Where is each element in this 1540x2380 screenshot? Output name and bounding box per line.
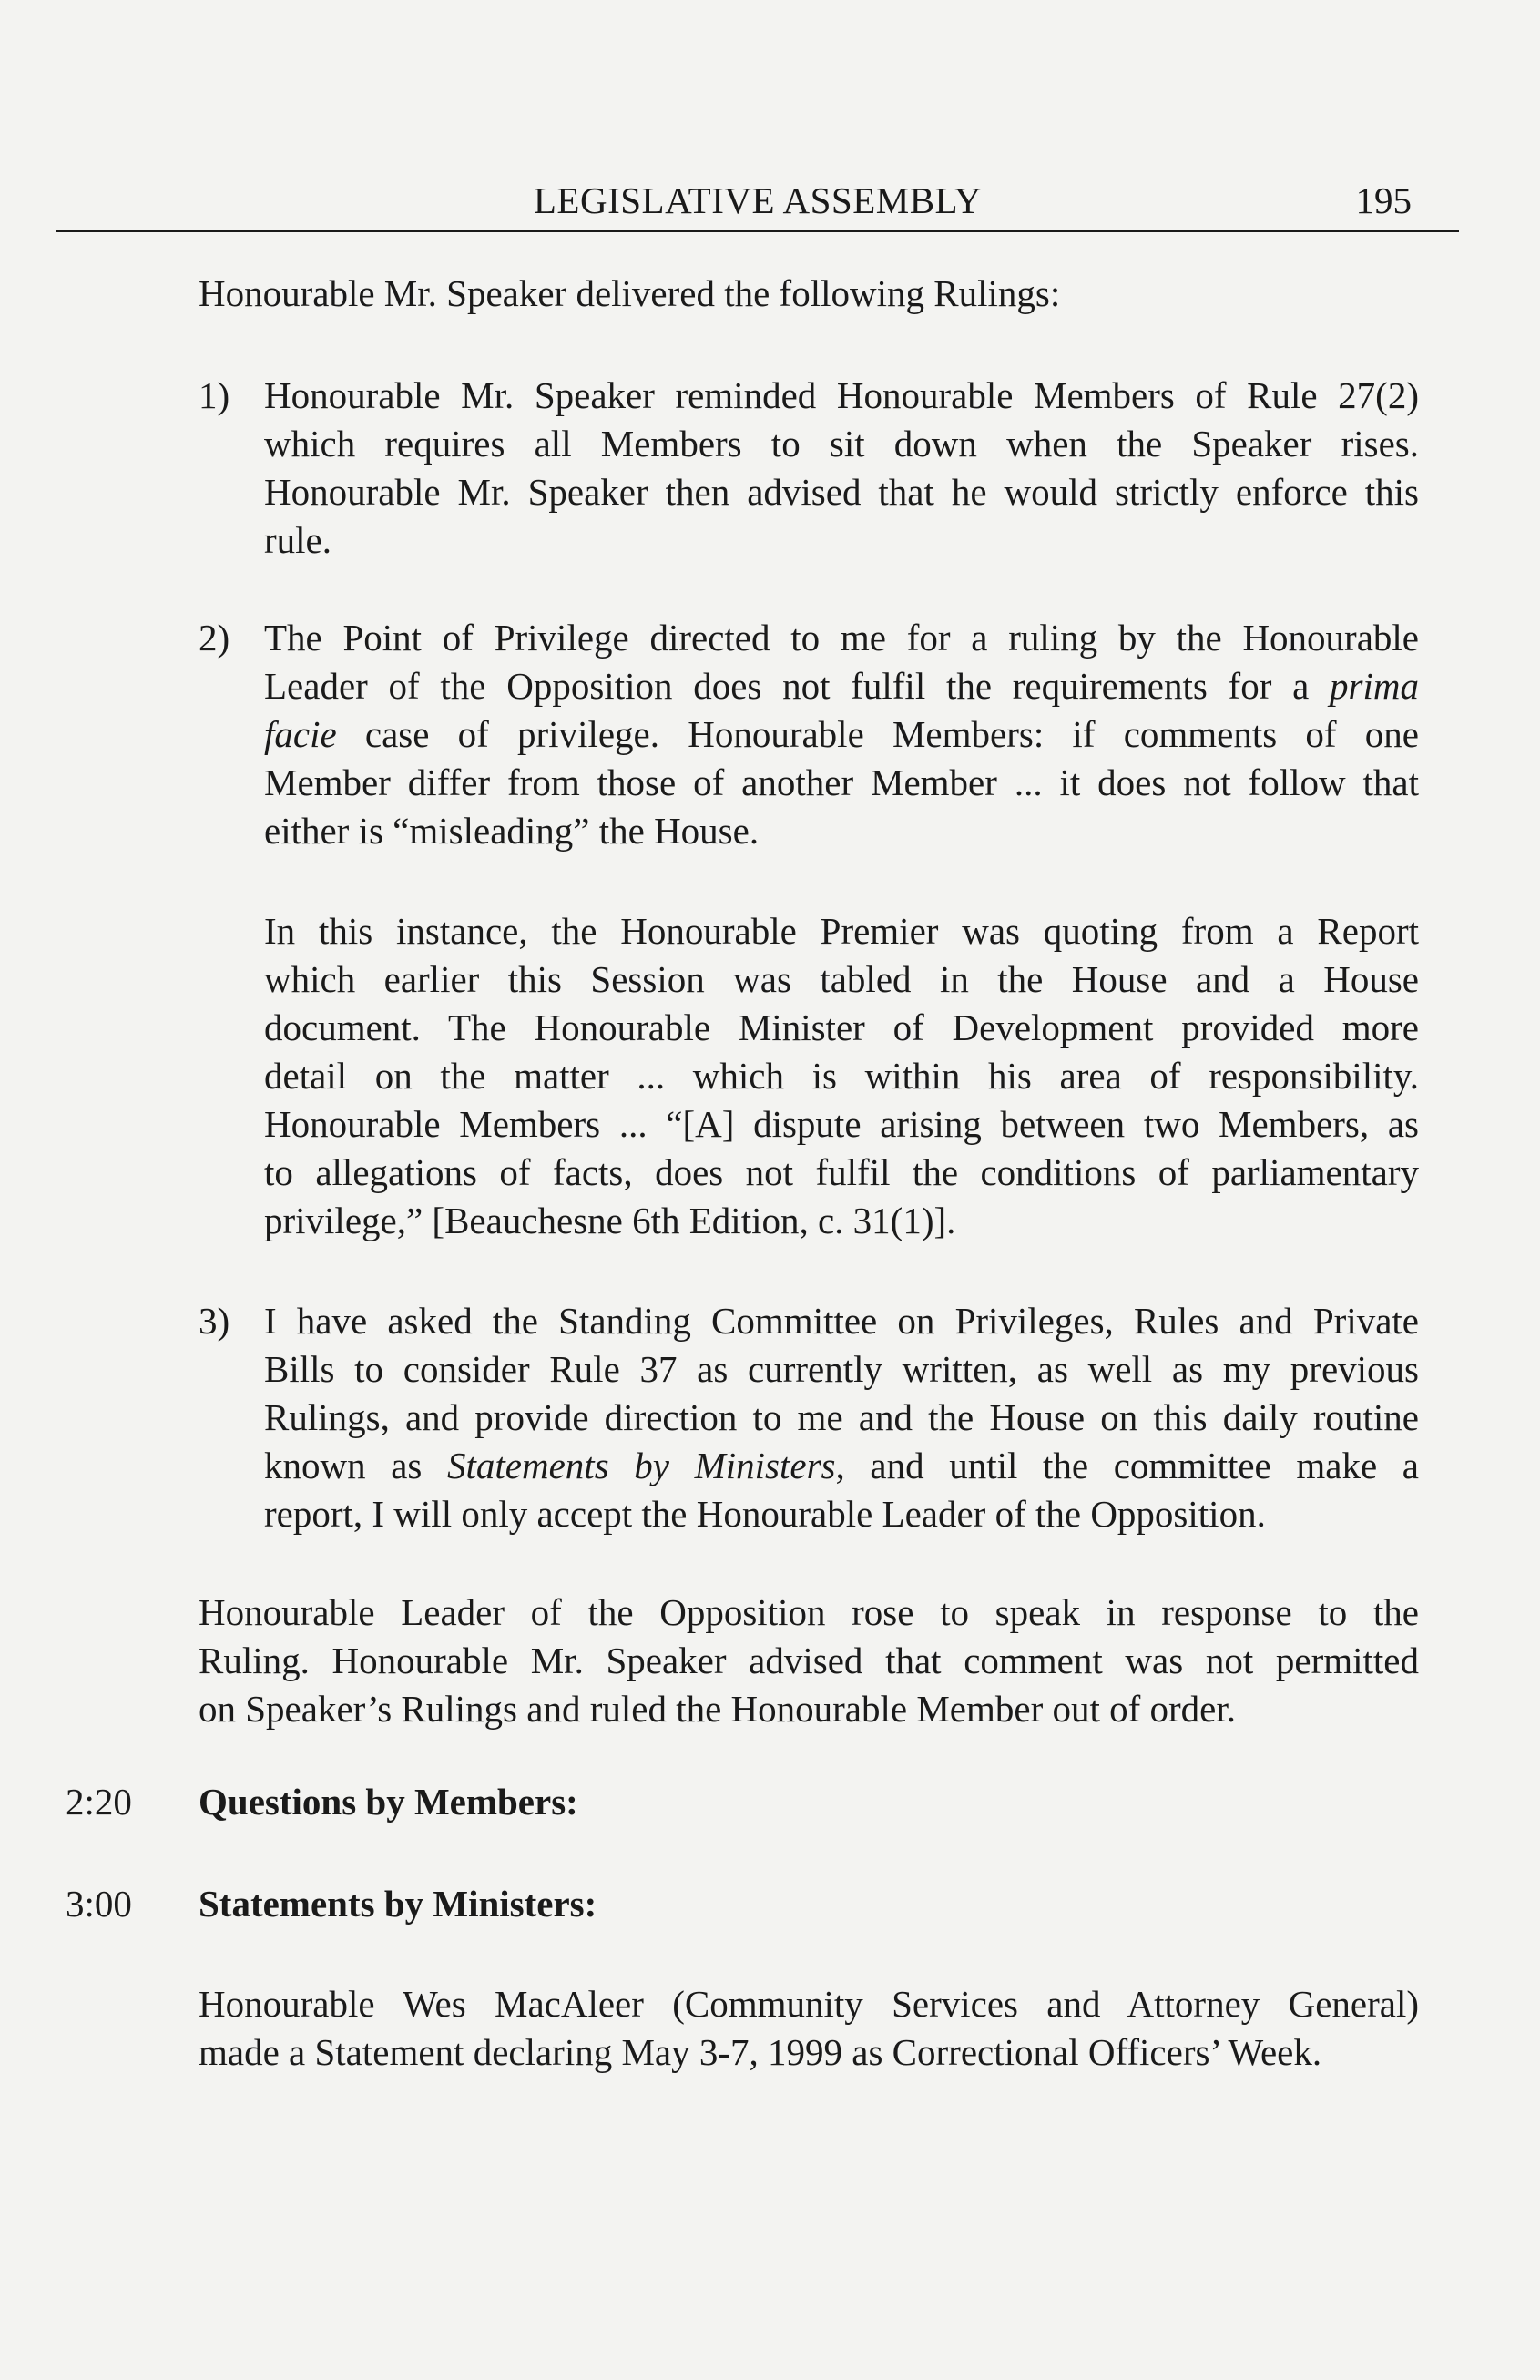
ruling-3-line: Rulings, and provide direction to me and the House on this daily routine — [264, 1396, 1419, 1438]
ruling-2-text — [264, 614, 1419, 855]
intro-text: Honourable Mr. Speaker delivered the following Rulings: — [199, 272, 1061, 314]
time-stamp: 2:20 — [66, 1781, 132, 1823]
ruling-1-text — [264, 372, 1419, 565]
response-paragraph — [199, 1588, 1419, 1733]
ruling-3-line — [264, 1442, 1419, 1490]
header-title: LEGISLATIVE ASSEMBLY — [533, 179, 983, 221]
section-heading-statements: Statements by Ministers: — [199, 1883, 597, 1925]
ruling-3-line: I have asked the Standing Committee on Privileges, Rules and Private — [264, 1300, 1419, 1342]
ruling-1-line: rule. — [264, 519, 331, 561]
ruling-2-line-part: Leader of the Opposition does not fulfil the requirements for a — [264, 665, 1331, 707]
ruling-3-number: 3) — [199, 1300, 230, 1342]
ruling-3-italic: Statements by Ministers — [447, 1445, 836, 1486]
statement-paragraph — [199, 1980, 1419, 2077]
ruling-2-p2-line: privilege,” [Beauchesne 6th Edition, c. 31(1)]. — [264, 1200, 956, 1241]
ruling-1-line: Honourable Mr. Speaker then advised that he would strictly enforce this — [264, 471, 1419, 513]
ruling-2-p2-line: Honourable Members ... “[A] dispute arising between two Members, as — [264, 1103, 1419, 1145]
ruling-2-p2-line: to allegations of facts, does not fulfil the conditions of parliamentary — [264, 1151, 1419, 1193]
ruling-2-line — [264, 662, 1419, 710]
intro-paragraph — [199, 270, 1419, 318]
section-heading-questions: Questions by Members: — [199, 1781, 578, 1823]
ruling-2-line: Member differ from those of another Member ... it does not follow that — [264, 761, 1419, 803]
ruling-2-italic: prima — [1330, 665, 1419, 707]
ruling-2-line: The Point of Privilege directed to me for a ruling by the Honourable — [264, 617, 1419, 659]
ruling-1-line: which requires all Members to sit down when the Speaker rises. — [264, 423, 1419, 465]
ruling-1-line: Honourable Mr. Speaker reminded Honourable Members of Rule 27(2) — [264, 374, 1419, 416]
statement-line: Honourable Wes MacAleer (Community Services and Attorney General) — [199, 1983, 1419, 2025]
ruling-2-italic: facie — [264, 713, 337, 755]
ruling-2-p2-line: In this instance, the Honourable Premier was quoting from a Report — [264, 910, 1419, 952]
ruling-2-line: either is “misleading” the House. — [264, 810, 760, 852]
ruling-2-p2-line: detail on the matter ... which is within his area of responsibility. — [264, 1055, 1419, 1097]
ruling-3-line: Bills to consider Rule 37 as currently written, as well as my previous — [264, 1348, 1419, 1390]
page-header — [56, 173, 1459, 232]
ruling-2-line-part: case of privilege. Honourable Members: if comments of one — [336, 713, 1419, 755]
ruling-2-paragraph-2 — [264, 907, 1419, 1245]
response-line: Honourable Leader of the Opposition rose to speak in response to the — [199, 1591, 1419, 1633]
ruling-3-text — [264, 1297, 1419, 1538]
ruling-3-line: report, I will only accept the Honourable Leader of the Opposition. — [264, 1493, 1266, 1535]
ruling-3-line-part: known as — [264, 1445, 448, 1486]
time-stamp: 3:00 — [66, 1883, 132, 1925]
page-number: 195 — [1355, 179, 1412, 221]
response-line: on Speaker’s Rulings and ruled the Honourable Member out of order. — [199, 1688, 1237, 1730]
ruling-1-number: 1) — [199, 374, 230, 416]
ruling-2-number: 2) — [199, 617, 230, 659]
ruling-2-line — [264, 710, 1419, 759]
ruling-2-p2-line: which earlier this Session was tabled in the House and a House — [264, 958, 1419, 1000]
ruling-3-line-part: , and until the committee make a — [835, 1445, 1419, 1486]
response-line: Ruling. Honourable Mr. Speaker advised that comment was not permitted — [199, 1639, 1419, 1681]
statement-line: made a Statement declaring May 3-7, 1999 as Correctional Officers’ Week. — [199, 2031, 1322, 2073]
ruling-2-p2-line: document. The Honourable Minister of Development provided more — [264, 1006, 1419, 1048]
